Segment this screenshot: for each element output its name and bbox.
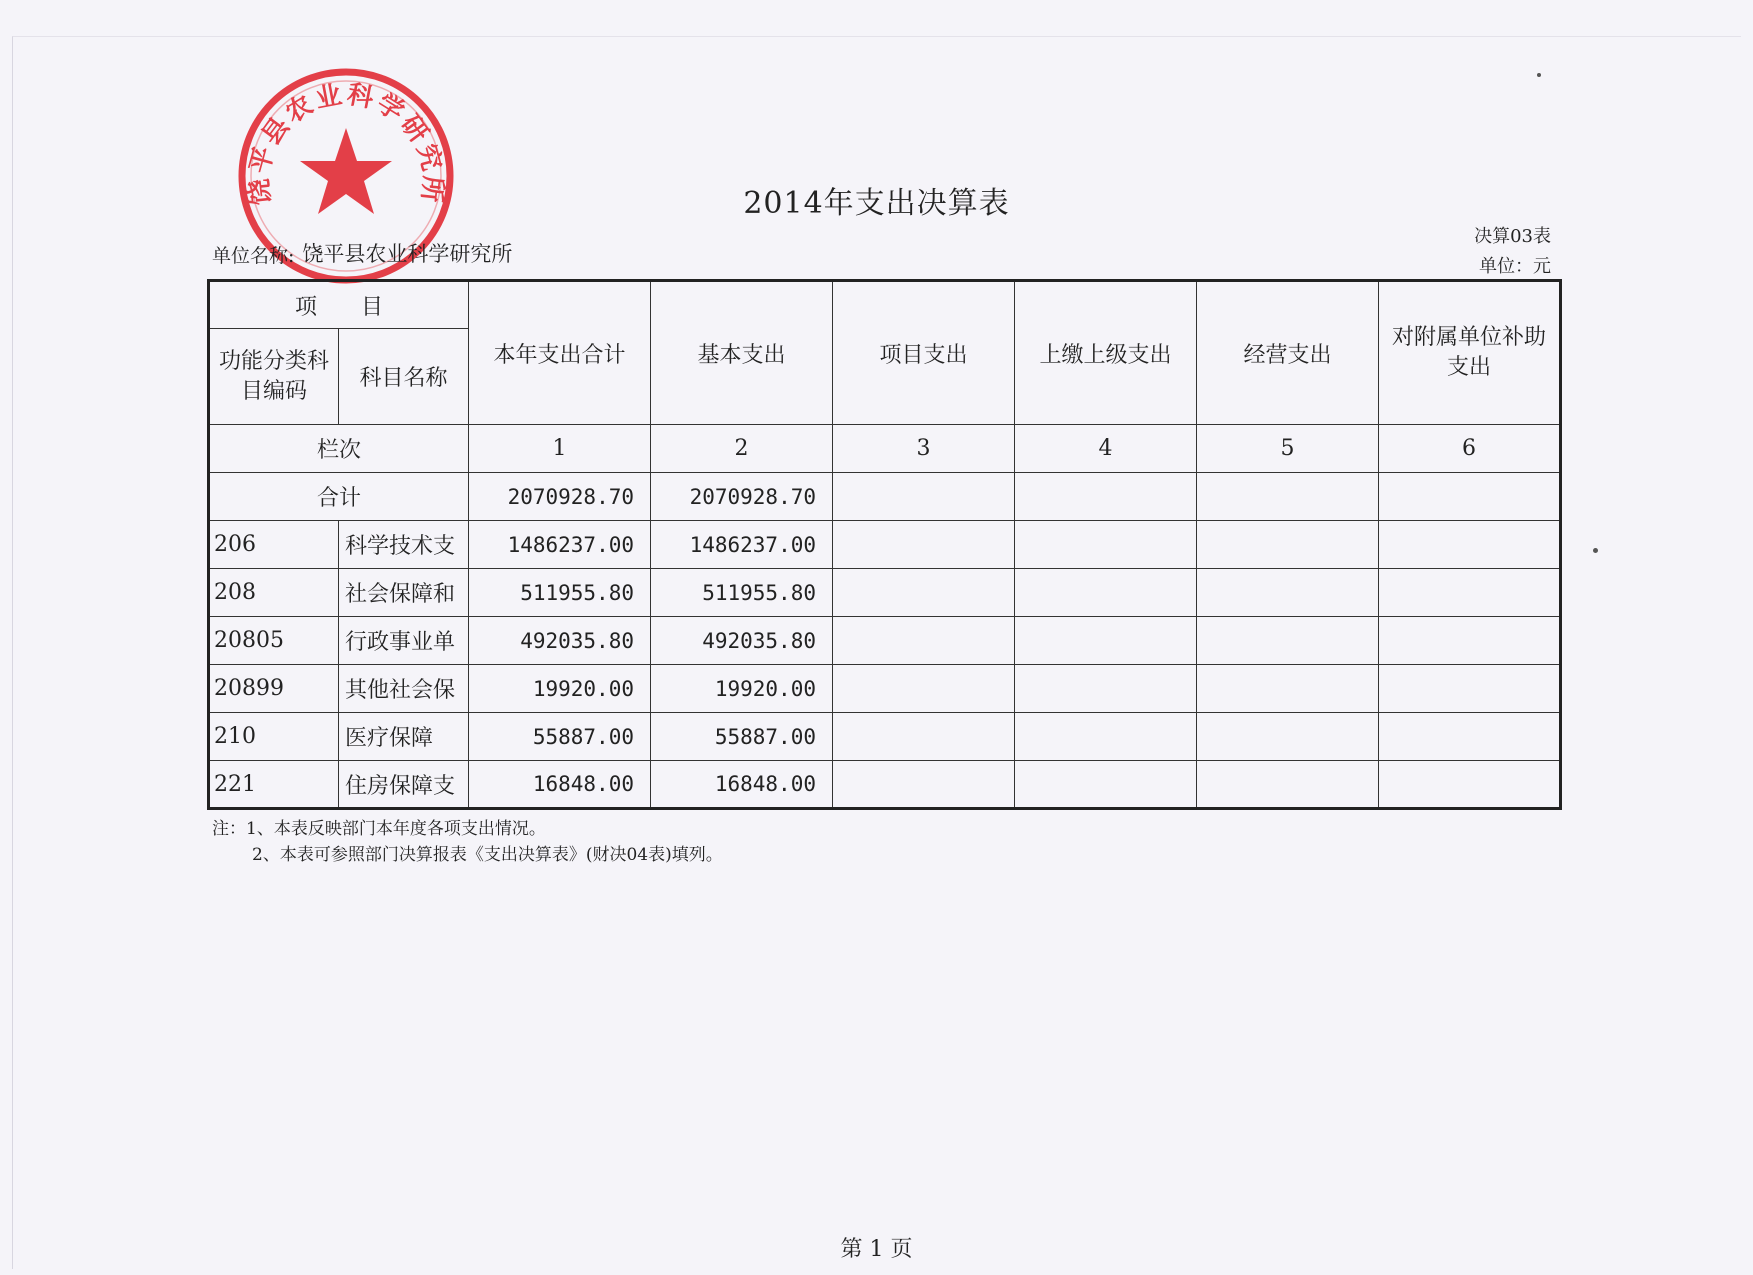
row-cell <box>1379 713 1561 761</box>
total-cell <box>1015 473 1197 521</box>
row-code: 206 <box>209 521 339 569</box>
row-cell <box>1197 761 1379 809</box>
row-cell: 19920.00 <box>651 665 833 713</box>
row-cell <box>1197 521 1379 569</box>
row-name: 社会保障和 <box>339 569 469 617</box>
note-1: 注：1、本表反映部门本年度各项支出情况。 <box>212 819 546 839</box>
row-cell <box>1015 761 1197 809</box>
row-cell: 55887.00 <box>469 713 651 761</box>
row-code: 20899 <box>209 665 339 713</box>
column-index-label: 栏次 <box>209 425 469 473</box>
note-2: 2、本表可参照部门决算报表《支出决算表》(财决04表)填列。 <box>252 845 723 865</box>
notes <box>212 816 723 868</box>
total-cell <box>1379 473 1561 521</box>
table-row <box>209 521 1561 569</box>
column-number: 5 <box>1197 425 1379 473</box>
scan-speck <box>1537 73 1541 77</box>
row-cell <box>1197 617 1379 665</box>
header-code: 功能分类科目编码 <box>209 329 339 425</box>
row-cell <box>1379 761 1561 809</box>
row-name: 行政事业单 <box>339 617 469 665</box>
row-cell: 1486237.00 <box>651 521 833 569</box>
column-number: 3 <box>833 425 1015 473</box>
row-cell <box>833 761 1015 809</box>
row-name: 住房保障支 <box>339 761 469 809</box>
header-item: 项 目 <box>209 281 469 329</box>
unit-row <box>212 238 512 268</box>
column-number: 6 <box>1379 425 1561 473</box>
row-cell <box>1015 569 1197 617</box>
row-cell <box>833 569 1015 617</box>
table-row <box>209 713 1561 761</box>
row-cell: 19920.00 <box>469 665 651 713</box>
row-cell: 492035.80 <box>469 617 651 665</box>
row-cell <box>1015 665 1197 713</box>
seal-text: 饶平县农业科学研究所 <box>244 79 448 207</box>
unit-label: 单位名称: <box>212 245 295 267</box>
row-cell <box>1379 569 1561 617</box>
row-cell <box>1197 713 1379 761</box>
row-code: 20805 <box>209 617 339 665</box>
row-cell: 1486237.00 <box>469 521 651 569</box>
column-number: 2 <box>651 425 833 473</box>
form-number: 决算03表 <box>1474 226 1551 247</box>
header-col-1: 本年支出合计 <box>469 281 651 425</box>
row-cell <box>833 713 1015 761</box>
expenditure-table <box>207 279 1562 810</box>
total-cell: 2070928.70 <box>651 473 833 521</box>
total-cell <box>833 473 1015 521</box>
unit-name: 饶平县农业科学研究所 <box>302 242 513 266</box>
table-row <box>209 617 1561 665</box>
page-title: 2014年支出决算表 <box>743 186 1010 221</box>
row-name: 科学技术支 <box>339 521 469 569</box>
row-cell <box>1015 713 1197 761</box>
row-cell <box>1379 665 1561 713</box>
row-cell: 492035.80 <box>651 617 833 665</box>
scan-speck <box>1593 548 1598 553</box>
total-cell <box>1197 473 1379 521</box>
header-col-2: 基本支出 <box>651 281 833 425</box>
row-cell <box>1015 617 1197 665</box>
row-cell <box>833 617 1015 665</box>
column-number: 1 <box>469 425 651 473</box>
table-row <box>209 665 1561 713</box>
header-name: 科目名称 <box>339 329 469 425</box>
table-row <box>209 569 1561 617</box>
column-index-row <box>209 425 1561 473</box>
row-cell: 16848.00 <box>469 761 651 809</box>
header-col-6: 对附属单位补助支出 <box>1379 281 1561 425</box>
row-cell: 16848.00 <box>651 761 833 809</box>
row-cell: 511955.80 <box>651 569 833 617</box>
currency-unit: 单位：元 <box>1479 256 1551 277</box>
column-number: 4 <box>1015 425 1197 473</box>
page-number: 第 1 页 <box>840 1237 913 1262</box>
row-name: 医疗保障 <box>339 713 469 761</box>
row-cell <box>1015 521 1197 569</box>
header-col-4: 上缴上级支出 <box>1015 281 1197 425</box>
total-label: 合计 <box>209 473 469 521</box>
row-cell <box>833 665 1015 713</box>
row-cell <box>1379 617 1561 665</box>
total-row <box>209 473 1561 521</box>
row-cell: 511955.80 <box>469 569 651 617</box>
total-cell: 2070928.70 <box>469 473 651 521</box>
row-code: 210 <box>209 713 339 761</box>
row-cell <box>1197 665 1379 713</box>
row-cell <box>833 521 1015 569</box>
header-col-5: 经营支出 <box>1197 281 1379 425</box>
row-code: 221 <box>209 761 339 809</box>
header-col-3: 项目支出 <box>833 281 1015 425</box>
row-cell <box>1379 521 1561 569</box>
row-cell <box>1197 569 1379 617</box>
header-row-1 <box>209 281 1561 329</box>
row-name: 其他社会保 <box>339 665 469 713</box>
table-row <box>209 761 1561 809</box>
row-code: 208 <box>209 569 339 617</box>
row-cell: 55887.00 <box>651 713 833 761</box>
